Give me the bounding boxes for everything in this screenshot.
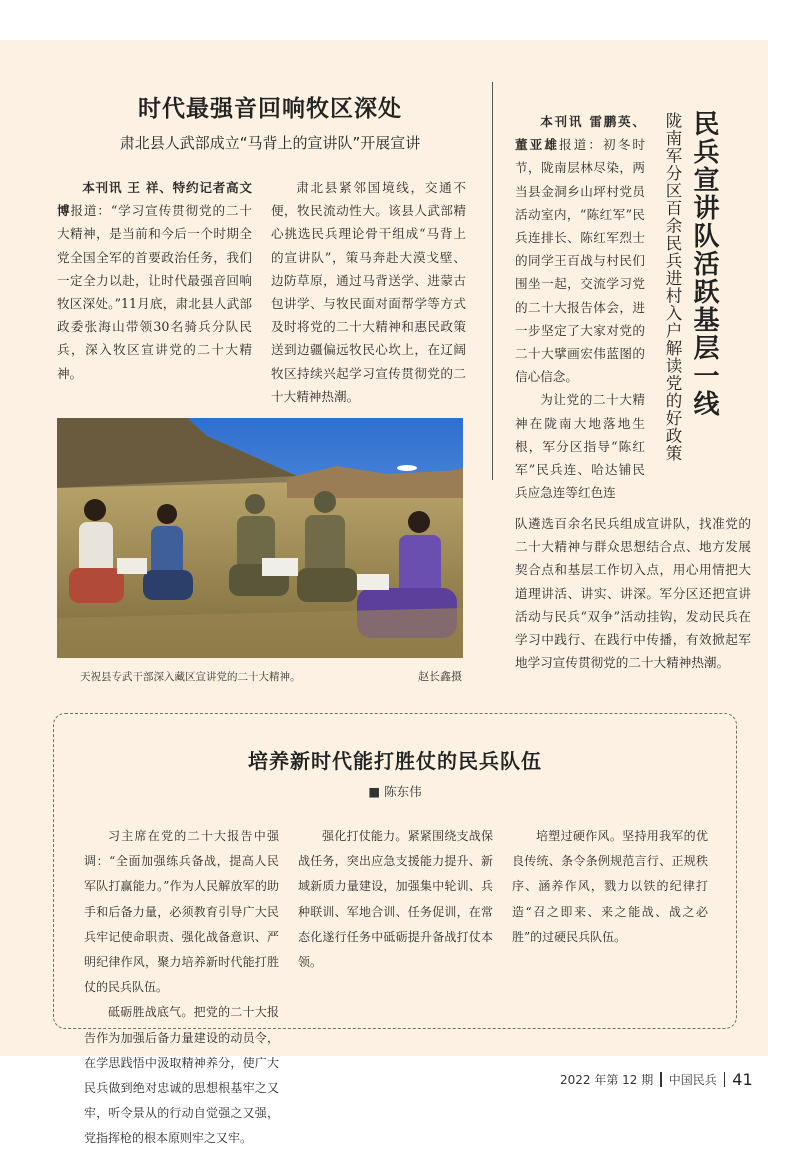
footer-divider bbox=[660, 1072, 662, 1087]
footer-divider bbox=[724, 1072, 726, 1087]
article2-paragraph-2b: 队遴选百余名民兵组成宣讲队，找准党的二十大精神与群众思想结合点、地方发展契合点和基层工作切入点，用心用情把大道理讲活、讲实、讲深。军分区还把宣讲活动与民兵“双争”活动挂钩，发动民兵在学习中践行、在践行中传播，有效掀起军地学习宣传贯彻党的二十大精神热潮。 bbox=[515, 516, 751, 671]
commentary-column-2 bbox=[298, 824, 493, 975]
page-number: 41 bbox=[732, 1070, 753, 1089]
page-footer bbox=[560, 1070, 753, 1089]
article2-title: 民兵宣讲队活跃基层一线 bbox=[689, 110, 719, 418]
photo-caption: 天祝县专武干部深入藏区宣讲党的二十大精神。 bbox=[80, 671, 301, 683]
footer-magazine: 中国民兵 bbox=[668, 1073, 717, 1087]
commentary-paragraph-1: 习主席在党的二十大报告中强调：“全面加强练兵备战，提高人民军队打赢能力。”作为人民解放军的助手和后备力量，必须教育引导广大民兵牢记使命职责、强化战备意识、严明纪律作风，聚力培养新时代能打胜仗的民兵队伍。 bbox=[84, 829, 279, 995]
article2-subtitle: 陇南军分区百余民兵进村入户解读党的好政策 bbox=[663, 112, 682, 462]
article1-p1-text: 报道：“学习宣传贯彻党的二十大精神，是当前和今后一个时期全党全国全军的首要政治任务，我们一定全力以赴，让时代最强音回响牧区深处。”11月底，肃北县人武部政委张海山带领30名骑兵分队民兵，深入牧区宣讲党的二十大精神。 bbox=[57, 203, 252, 381]
article1-column-left bbox=[57, 176, 252, 385]
footer-issue: 2022 年第 12 期 bbox=[560, 1073, 654, 1087]
commentary-author: ■ 陈东伟 bbox=[368, 784, 422, 799]
article2-p1-text: 报道：初冬时节，陇南层林尽染，两当县金洞乡山坪村党员活动室内，“陈红军”民兵连排长、陈红军烈士的同学王百战与村民们围坐一起，交流学习党的二十大报告体会，进一步坚定了大家对党的二十大擘画宏伟蓝图的信心信念。 bbox=[515, 137, 646, 385]
photo-credit: 赵长鑫摄 bbox=[418, 670, 462, 683]
article1-byline: 本刊讯 王 祥、特约记者高文博 bbox=[57, 180, 252, 219]
commentary-column-1 bbox=[84, 824, 279, 1152]
commentary-column-3 bbox=[512, 824, 708, 950]
article1-title: 时代最强音回响牧区深处 bbox=[138, 96, 402, 122]
article1-subtitle: 肃北县人武部成立“马背上的宣讲队”开展宣讲 bbox=[119, 134, 421, 152]
commentary-paragraph-2: 砥砺胜战底气。把党的二十大报告作为加强后备力量建设的动员令，在学思践悟中汲取精神养分，使广大民兵做到绝对忠诚的思想根基牢之又牢，听令景从的行动自觉强之又强，党指挥枪的根本原则牢之又牢。 bbox=[84, 1005, 279, 1146]
article2-paragraph-2a: 为让党的二十大精神在陇南大地落地生根，军分区指导“陈红军”民兵连、哈达铺民兵应急连等红色连 bbox=[515, 392, 645, 501]
photo-illustration bbox=[57, 418, 463, 658]
commentary-paragraph-4: 培塑过硬作风。坚持用我军的优良传统、条令条例规范言行、正规秩序、涵养作风，戮力以铁的纪律打造“召之即来、来之能战、战之必胜”的过硬民兵队伍。 bbox=[512, 829, 708, 944]
article2-paragraph-1 bbox=[515, 110, 645, 388]
article1-column-right bbox=[271, 176, 466, 408]
article2-column-upper bbox=[515, 110, 645, 504]
commentary-paragraph-3: 强化打仗能力。紧紧围绕支战保战任务，突出应急支援能力提升、新域新质力量建设，加强集中轮训、兵种联训、军地合训、任务促训，在常态化遂行任务中砥砺提升备战打仗本领。 bbox=[298, 829, 493, 970]
column-divider bbox=[492, 82, 493, 480]
article2-column-lower bbox=[515, 512, 751, 674]
article1-paragraph-1 bbox=[57, 176, 252, 385]
article1-paragraph-2: 肃北县紧邻国境线，交通不便，牧民流动性大。该县人武部精心挑选民兵理论骨干组成“马背上的宣讲队”，策马奔赴大漠戈壁、边防草原，通过马背送学、进蒙古包讲学、与牧民面对面帮学等方式及时将党的二十大精神和惠民政策送到边疆偏远牧民心坎上，在辽阔牧区持续兴起学习宣传贯彻党的二十大精神热潮。 bbox=[271, 180, 466, 404]
photo-grassland-lecture bbox=[57, 418, 463, 658]
article2-byline: 本刊讯 雷鹏英、董亚雄 bbox=[515, 114, 645, 153]
commentary-title: 培养新时代能打胜仗的民兵队伍 bbox=[248, 749, 542, 773]
